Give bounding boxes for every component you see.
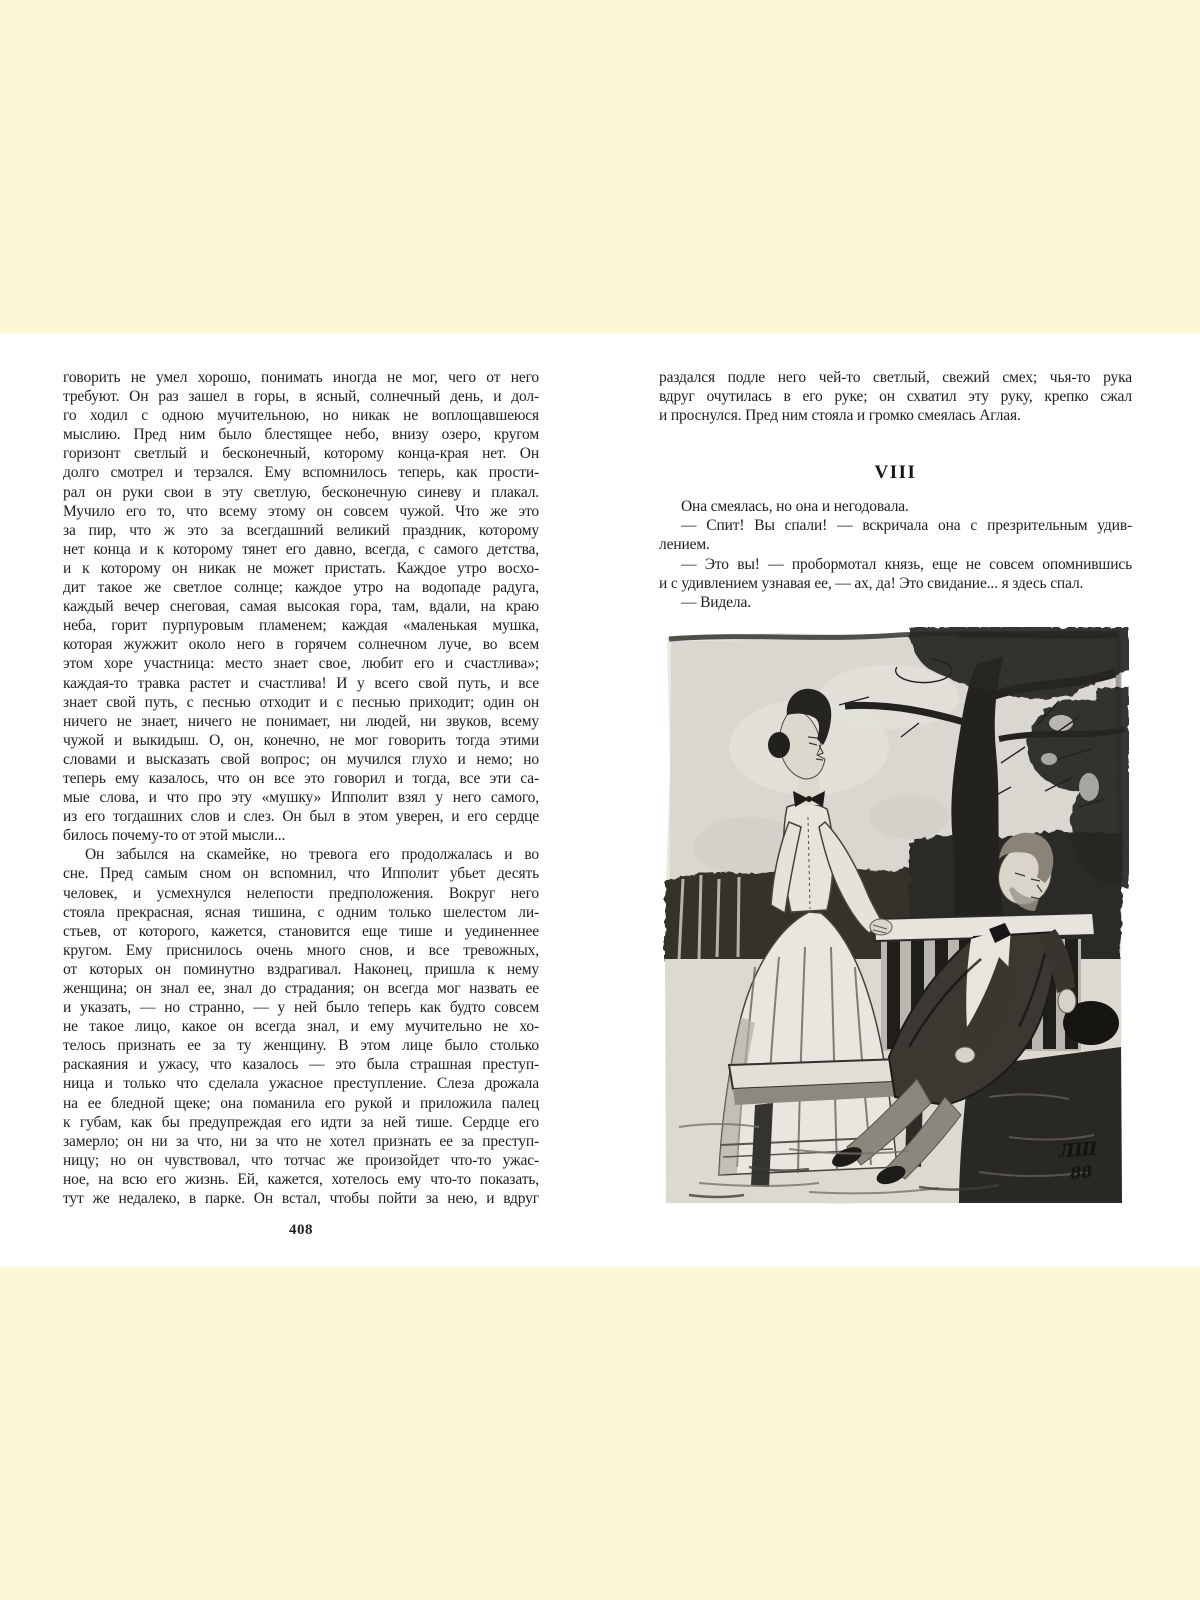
text-line: кругом. Ему приснилось очень много снов, и все тревожных, — [63, 941, 539, 959]
text-line: каждый вечер снеговая, самая высокая гора, там, вдали, на краю — [63, 598, 539, 616]
dialogue-paragraph — [659, 555, 1132, 593]
text-line: — Видела. — [681, 593, 751, 611]
text-line: тут же недалеко, в парке. Он встал, чтобы пойти за нею, и вдруг — [63, 1190, 539, 1208]
text-line: рал он руки свои в эту светлую, бесконечную синеву и плакал. — [63, 483, 539, 501]
left-paragraph-2 — [63, 845, 539, 1208]
right-paragraph-continuation — [659, 368, 1132, 425]
text-line: этом хоре участница: место знает свое, любит его и счастлива»; — [63, 655, 539, 673]
text-line: от которых он поминутно вздрагивал. Наконец, пришла к нему — [63, 960, 539, 978]
left-page-column — [63, 368, 539, 1208]
text-line: Он забылся на скамейке, но тревога его продолжалась и во — [85, 846, 539, 864]
text-line: и проснулся. Пред ним стояла и громко смеялась Аглая. — [659, 407, 1021, 425]
text-line: человек, и усмехнулся нелепости предположения. Вокруг него — [63, 884, 539, 902]
text-line: чужой и выкидыш. О, он, конечно, не мог говорить тогда этими — [63, 731, 539, 749]
text-line: ное, на всю его жизнь. Ей, кажется, хотелось ему что-то показать, — [63, 1170, 539, 1188]
dialogue-paragraph — [659, 593, 1132, 612]
text-line: требуют. Он раз зашел в горы, в ясный, солнечный день, и дол- — [63, 388, 539, 406]
text-line: неба, горит пурпуровым пламенем; каждая «маленькая мушка, — [63, 617, 539, 635]
dialogue-paragraph — [659, 516, 1132, 554]
book-illustration — [659, 627, 1129, 1211]
text-line: сне. Пред самым сном он вспомнил, что Ипполит убьет десять — [63, 865, 539, 883]
text-line: — Спит! Вы спали! — вскричала она с презрительным удив- — [681, 517, 1132, 535]
text-line: билось почему-то от этой мысли... — [63, 827, 286, 845]
text-line: телось признать ее за ту женщину. В этом лице было столько — [63, 1037, 539, 1055]
text-line: на ее бледной щеке; она поманила его рукой и приложила палец — [63, 1094, 539, 1112]
text-line: ницу; но он чувствовал, что тотчас же произойдет что-то ужас- — [63, 1151, 539, 1169]
text-line: каждая-то травка растет и счастлива! И у всего свой путь, и все — [63, 674, 539, 692]
text-line: стьев, от которого, кажется, становится еще тише и уединеннее — [63, 922, 539, 940]
page-number: 408 — [289, 1222, 313, 1238]
text-line: стояла прекрасная, ясная тишина, с одним только шелестом ли- — [63, 903, 539, 921]
text-line: к губам, как бы предупреждая его идти за ней тише. Сердце его — [63, 1113, 539, 1131]
right-page-column — [659, 368, 1132, 1211]
text-line: женщина; он знал ее, знал до страдания; он всегда мог назвать ее — [63, 980, 539, 997]
left-paragraph-1 — [63, 368, 539, 845]
text-line: — Это вы! — пробормотал князь, еще не совсем опомнившись — [681, 555, 1132, 573]
text-line: за пир, что ж это за всегдашний великий праздник, которому — [63, 521, 539, 539]
text-line: ница и только что сделала ужасное преступление. Слеза дрожала — [63, 1075, 539, 1093]
text-line: горизонт светлый и бесконечный, которому конца-края нет. Он — [63, 445, 539, 463]
text-line: вдруг очутилась в его руке; он схватил эту руку, крепко сжал — [659, 388, 1132, 406]
text-line: лением. — [659, 536, 710, 554]
text-line: говорить не умел хорошо, понимать иногда не мог, чего от него — [63, 369, 539, 386]
text-line: раскаяния и ужасу, что казалось — это была страшная преступ- — [63, 1056, 539, 1074]
text-line: дит такое же светлое солнце; каждое утро на водопаде радуга, — [63, 579, 539, 597]
text-line: долго смотрел и терзался. Ему вспомнилось теперь, как прости- — [63, 464, 539, 482]
text-line: раздался подле него чей-то светлый, свежий смех; чья-то рука — [659, 369, 1132, 386]
text-line: из его тогдашних слов и слез. Он был в этом уверен, и его сердце — [63, 808, 539, 826]
illustration-svg — [659, 627, 1129, 1211]
text-line: теперь ему казалось, что он все это говорил и тогда, все эти са- — [63, 769, 539, 787]
text-line: и к которому он никак не может пристать. Каждое утро восхо- — [63, 559, 539, 577]
text-line: Она смеялась, но она и негодовала. — [681, 498, 909, 516]
signature-initials: ЛШ — [1058, 1138, 1098, 1163]
text-line: Мучило его то, что всему этому он совсем чужой. Что же это — [63, 502, 539, 520]
text-line: не такое лицо, какое он всегда знал, и ему мучительно не хо- — [63, 1018, 539, 1036]
text-line: го ходил с одною мучительною, но никак не воплощавшеюся — [63, 407, 539, 425]
text-line: мые слова, и что про эту «мушку» Ипполит взял у него самого, — [63, 789, 539, 807]
text-line: знает свой путь, с песнью отходит и с песнью приходит; один он — [63, 693, 539, 711]
dialogue-block — [659, 497, 1132, 612]
text-line: мыслию. Пред ним было блестящее небо, внизу озеро, кругом — [63, 426, 539, 444]
text-line: нет конца и к которому тянет его давно, всегда, с самого детства, — [63, 540, 539, 558]
text-line: которая жужжит около него в горячем солнечном луче, во всем — [63, 636, 539, 654]
chapter-heading: VIII — [874, 462, 917, 484]
text-line: ничего не знает, ничего не понимает, ни людей, ни звуков, всему — [63, 712, 539, 730]
text-line: словами и высказать свой вопрос; он мучился глухо и немо; но — [63, 750, 539, 768]
signature-year: 88 — [1069, 1161, 1093, 1183]
text-line: и с удивлением узнавая ее, — ах, да! Это свидание... я здесь спал. — [659, 574, 1084, 592]
text-line: и указать, — но странно, — у ней было теперь как будто совсем — [63, 999, 539, 1017]
dialogue-paragraph — [659, 497, 1132, 516]
text-line: замерло; он ни за что, ни за что не хотел признать ее за преступ- — [63, 1132, 539, 1150]
